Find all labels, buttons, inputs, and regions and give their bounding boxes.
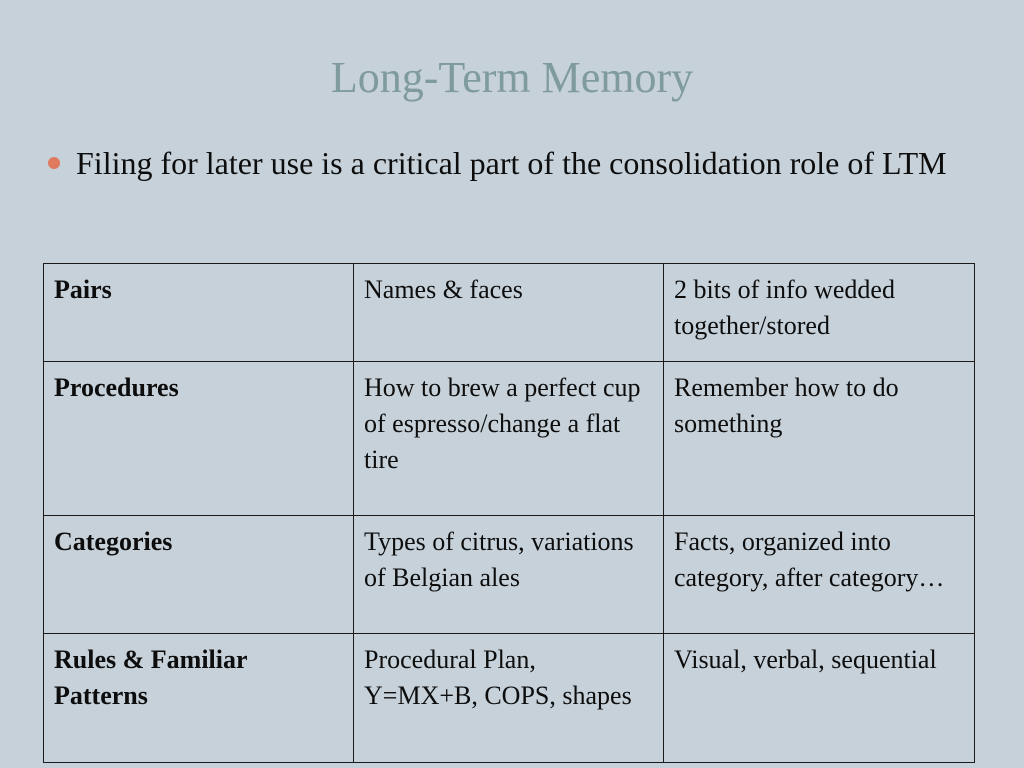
slide-title: Long-Term Memory — [330, 53, 694, 102]
row-label-cell: Rules & Familiar Patterns — [44, 634, 354, 763]
example-cell: How to brew a perfect cup of espresso/change a flat tire — [354, 362, 664, 516]
table-row — [44, 634, 975, 763]
description-cell: Facts, organized into category, after category… — [664, 516, 975, 634]
table-row — [44, 516, 975, 634]
bullet-list — [48, 140, 948, 186]
memory-types-table — [43, 263, 975, 763]
example-cell: Types of citrus, variations of Belgian ales — [354, 516, 664, 634]
bullet-dot-icon — [48, 157, 60, 169]
example-cell: Procedural Plan, Y=MX+B, COPS, shapes — [354, 634, 664, 763]
row-label-cell: Procedures — [44, 362, 354, 516]
table-row — [44, 362, 975, 516]
row-label-cell: Pairs — [44, 264, 354, 362]
example-cell: Names & faces — [354, 264, 664, 362]
table-row — [44, 264, 975, 362]
description-cell: 2 bits of info wedded together/stored — [664, 264, 975, 362]
description-cell: Remember how to do something — [664, 362, 975, 516]
bullet-item — [48, 140, 948, 186]
bullet-text: Filing for later use is a critical part of the consolidation role of LTM — [76, 145, 947, 181]
row-label-cell: Categories — [44, 516, 354, 634]
description-cell: Visual, verbal, sequential — [664, 634, 975, 763]
